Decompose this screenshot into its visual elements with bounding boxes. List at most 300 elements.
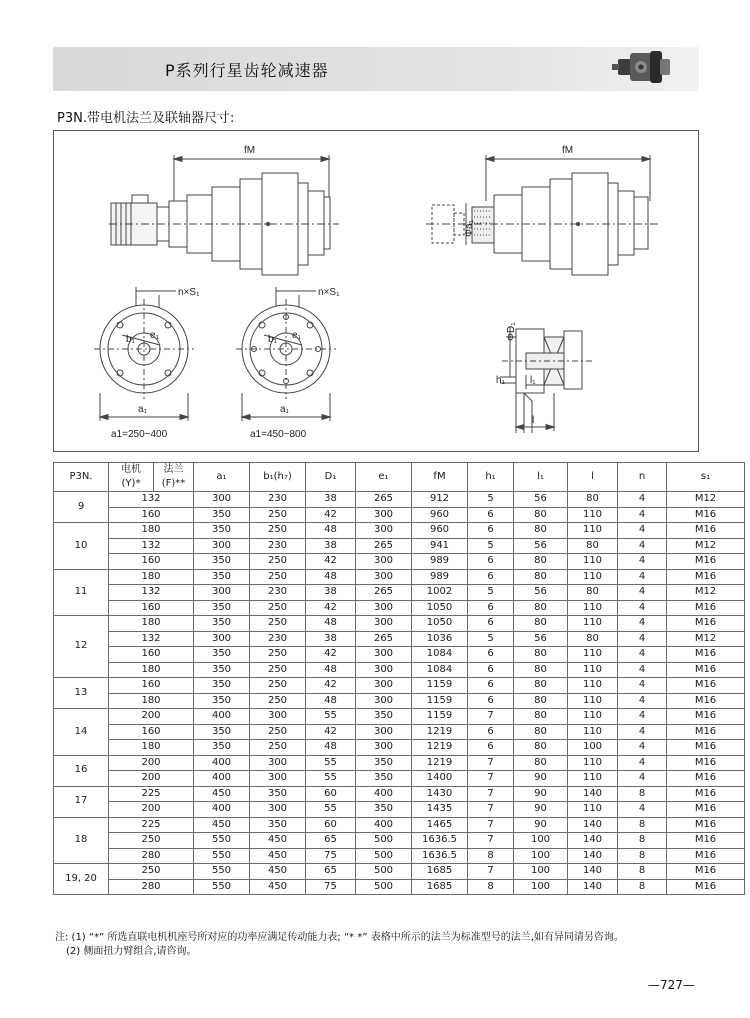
table-cell: 8 [468, 879, 514, 895]
table-cell: 400 [194, 771, 250, 787]
l-label: l [532, 415, 535, 426]
table-cell: 230 [250, 631, 306, 647]
table-cell: 350 [194, 647, 250, 663]
table-cell: 6 [468, 616, 514, 632]
table-cell: 8 [618, 848, 667, 864]
right-side-view [426, 155, 658, 275]
h1-label: h₁ [496, 375, 505, 386]
table-cell: 941 [412, 538, 468, 554]
table-row [54, 817, 745, 833]
b1-label-right: b₁ [268, 334, 277, 345]
table-cell: 1159 [412, 709, 468, 725]
table-cell: 960 [412, 523, 468, 539]
table-cell: 90 [514, 771, 568, 787]
nxs1-label-right: n×S₁ [318, 287, 340, 298]
table-cell: 100 [514, 833, 568, 849]
table-cell: 80 [514, 569, 568, 585]
table-cell: 300 [356, 678, 412, 694]
cell-motor: 280 [109, 879, 194, 895]
table-row [54, 864, 745, 880]
table-cell: 4 [618, 631, 667, 647]
table-cell: 350 [356, 755, 412, 771]
header-flange-sub: (F)** [161, 478, 186, 489]
table-cell: M16 [667, 771, 745, 787]
fm-label-right: fM [562, 145, 574, 156]
table-cell: 110 [568, 662, 618, 678]
table-cell: 110 [568, 647, 618, 663]
table-cell: 110 [568, 554, 618, 570]
table-cell: 350 [356, 802, 412, 818]
table-cell: 265 [356, 585, 412, 601]
table-cell: 300 [356, 507, 412, 523]
table-cell: 250 [250, 523, 306, 539]
table-cell: 8 [618, 833, 667, 849]
table-cell: 450 [194, 786, 250, 802]
table-cell: 80 [568, 538, 618, 554]
table-cell: 4 [618, 771, 667, 787]
header-s1: s₁ [667, 463, 745, 492]
table-cell: 7 [468, 817, 514, 833]
table-cell: 80 [568, 631, 618, 647]
table-cell: 1400 [412, 771, 468, 787]
table-cell: 300 [356, 600, 412, 616]
group-label: 19, 20 [54, 864, 109, 895]
table-cell: M16 [667, 833, 745, 849]
table-cell: 350 [194, 523, 250, 539]
table-cell: 1050 [412, 600, 468, 616]
table-cell: 110 [568, 771, 618, 787]
table-cell: M16 [667, 554, 745, 570]
header-b1: b₁(h₇) [250, 463, 306, 492]
table-cell: M16 [667, 507, 745, 523]
table-row [54, 523, 745, 539]
table-cell: M16 [667, 740, 745, 756]
table-cell: 7 [468, 709, 514, 725]
table-cell: 450 [250, 864, 306, 880]
table-cell: 42 [306, 507, 356, 523]
table-cell: 80 [514, 755, 568, 771]
range-label-left: a1=250~400 [111, 429, 168, 440]
table-cell: 350 [194, 616, 250, 632]
cell-motor: 250 [109, 864, 194, 880]
table-cell: 80 [514, 662, 568, 678]
table-cell: 7 [468, 771, 514, 787]
gear-reducer-product-icon [610, 45, 680, 89]
table-cell: 55 [306, 771, 356, 787]
table-row [54, 786, 745, 802]
table-cell: M12 [667, 538, 745, 554]
table-cell: 5 [468, 631, 514, 647]
table-cell: 300 [356, 523, 412, 539]
table-cell: 350 [194, 569, 250, 585]
header-d1: D₁ [306, 463, 356, 492]
table-cell: 350 [250, 817, 306, 833]
table-cell: 80 [514, 523, 568, 539]
table-cell: 350 [356, 709, 412, 725]
table-row [54, 740, 745, 756]
table-cell: 300 [194, 585, 250, 601]
table-cell: 300 [194, 538, 250, 554]
table-cell: 350 [194, 662, 250, 678]
table-cell: 230 [250, 492, 306, 508]
table-cell: 350 [356, 771, 412, 787]
table-cell: 300 [356, 662, 412, 678]
group-label: 9 [54, 492, 109, 523]
note-line-2: (2) 侧面扭力臂组合,请咨询。 [66, 946, 197, 957]
table-cell: 140 [568, 879, 618, 895]
table-cell: 4 [618, 724, 667, 740]
table-cell: 140 [568, 786, 618, 802]
table-cell: 350 [194, 600, 250, 616]
table-cell: 1685 [412, 879, 468, 895]
group-label: 16 [54, 755, 109, 786]
table-cell: M16 [667, 662, 745, 678]
table-cell: 550 [194, 848, 250, 864]
table-cell: 6 [468, 600, 514, 616]
table-cell: 400 [356, 817, 412, 833]
table-cell: 100 [568, 740, 618, 756]
header-flange-label: 法兰 [163, 464, 184, 475]
header-l1: l₁ [514, 463, 568, 492]
table-cell: 400 [194, 802, 250, 818]
table-cell: 5 [468, 585, 514, 601]
table-row [54, 616, 745, 632]
table-cell: 80 [514, 554, 568, 570]
table-cell: 300 [356, 740, 412, 756]
table-cell: 80 [514, 600, 568, 616]
table-cell: 8 [618, 786, 667, 802]
dimension-drawing [53, 130, 699, 452]
phi-a1-label: Φa₁ [464, 220, 475, 237]
table-cell: 48 [306, 616, 356, 632]
table-cell: 80 [514, 647, 568, 663]
table-cell: 1435 [412, 802, 468, 818]
header-motor-label: 电机 [121, 464, 141, 475]
table-cell: 250 [250, 616, 306, 632]
table-cell: 60 [306, 817, 356, 833]
table-cell: 350 [194, 678, 250, 694]
table-cell: 250 [250, 740, 306, 756]
table-row [54, 771, 745, 787]
table-cell: 500 [356, 864, 412, 880]
table-row [54, 802, 745, 818]
table-cell: 56 [514, 585, 568, 601]
table-cell: 90 [514, 802, 568, 818]
table-cell: 300 [250, 709, 306, 725]
table-row [54, 631, 745, 647]
table-row [54, 647, 745, 663]
table-cell: 1636.5 [412, 848, 468, 864]
table-cell: 42 [306, 647, 356, 663]
table-cell: M16 [667, 616, 745, 632]
table-row [54, 492, 745, 508]
table-cell: 1036 [412, 631, 468, 647]
table-cell: 1636.5 [412, 833, 468, 849]
table-cell: 1430 [412, 786, 468, 802]
table-cell: 350 [250, 786, 306, 802]
table-cell: 100 [514, 879, 568, 895]
table-cell: 4 [618, 693, 667, 709]
cell-motor: 132 [109, 538, 194, 554]
table-cell: 80 [514, 724, 568, 740]
header-n: n [618, 463, 667, 492]
table-cell: 1050 [412, 616, 468, 632]
range-label-right: a1=450~800 [250, 429, 307, 440]
coupling-section-view [500, 327, 594, 433]
table-cell: 140 [568, 833, 618, 849]
table-cell: 1084 [412, 647, 468, 663]
table-cell: 140 [568, 864, 618, 880]
table-cell: 550 [194, 833, 250, 849]
table-cell: 350 [194, 740, 250, 756]
table-cell: 300 [356, 724, 412, 740]
group-label: 14 [54, 709, 109, 756]
table-cell: 500 [356, 879, 412, 895]
header-flange [154, 463, 194, 492]
table-row [54, 569, 745, 585]
cell-motor: 160 [109, 647, 194, 663]
table-cell: M16 [667, 802, 745, 818]
table-cell: 300 [194, 492, 250, 508]
table-cell: 7 [468, 755, 514, 771]
table-cell: 6 [468, 740, 514, 756]
table-cell: 400 [194, 709, 250, 725]
table-cell: 1685 [412, 864, 468, 880]
table-cell: 65 [306, 833, 356, 849]
cell-motor: 225 [109, 817, 194, 833]
table-row [54, 600, 745, 616]
table-cell: 450 [250, 848, 306, 864]
table-cell: 350 [194, 507, 250, 523]
table-cell: M16 [667, 678, 745, 694]
header-fm: fM [412, 463, 468, 492]
flange-view-left [94, 287, 194, 421]
table-cell: 6 [468, 647, 514, 663]
page-number: —727— [648, 978, 695, 992]
table-cell: 300 [250, 802, 306, 818]
table-cell: 80 [568, 585, 618, 601]
table-row [54, 693, 745, 709]
table-cell: 300 [356, 693, 412, 709]
table-cell: 110 [568, 709, 618, 725]
table-cell: 6 [468, 554, 514, 570]
table-cell: 5 [468, 538, 514, 554]
table-cell: 42 [306, 724, 356, 740]
table-cell: 250 [250, 678, 306, 694]
table-cell: 350 [194, 554, 250, 570]
table-cell: M16 [667, 600, 745, 616]
cell-motor: 180 [109, 523, 194, 539]
table-cell: 960 [412, 507, 468, 523]
table-cell: 100 [514, 864, 568, 880]
table-cell: 42 [306, 600, 356, 616]
table-cell: 90 [514, 817, 568, 833]
e1-label-left: e₁ [150, 330, 159, 341]
table-cell: 6 [468, 507, 514, 523]
table-cell: 110 [568, 755, 618, 771]
table-cell: 90 [514, 786, 568, 802]
table-cell: 400 [356, 786, 412, 802]
table-row [54, 585, 745, 601]
table-cell: 450 [194, 817, 250, 833]
table-cell: 4 [618, 585, 667, 601]
table-cell: 4 [618, 740, 667, 756]
table-cell: 110 [568, 678, 618, 694]
table-cell: 8 [618, 879, 667, 895]
table-cell: 1465 [412, 817, 468, 833]
table-cell: 4 [618, 647, 667, 663]
table-cell: 8 [468, 848, 514, 864]
flange-view-right [236, 287, 336, 421]
table-cell: 1219 [412, 740, 468, 756]
cell-motor: 132 [109, 631, 194, 647]
table-cell: 48 [306, 523, 356, 539]
table-cell: 300 [250, 771, 306, 787]
table-cell: 1002 [412, 585, 468, 601]
table-cell: 230 [250, 538, 306, 554]
header-motor [109, 463, 154, 492]
table-cell: 265 [356, 492, 412, 508]
cell-motor: 160 [109, 554, 194, 570]
table-cell: 550 [194, 864, 250, 880]
table-cell: 110 [568, 600, 618, 616]
table-cell: 300 [194, 631, 250, 647]
phi-d1-label: ΦD₁ [506, 322, 517, 341]
table-cell: 48 [306, 693, 356, 709]
table-row [54, 554, 745, 570]
table-cell: 7 [468, 802, 514, 818]
table-cell: 140 [568, 817, 618, 833]
table-cell: 4 [618, 755, 667, 771]
group-label: 11 [54, 569, 109, 616]
table-cell: 550 [194, 879, 250, 895]
table-cell: 989 [412, 569, 468, 585]
cell-motor: 132 [109, 585, 194, 601]
header-l: l [568, 463, 618, 492]
table-cell: 6 [468, 693, 514, 709]
fm-label-left: fM [244, 145, 256, 156]
table-cell: 110 [568, 523, 618, 539]
table-cell: 110 [568, 802, 618, 818]
header-a1: a₁ [194, 463, 250, 492]
a1-label-right: a₁ [280, 404, 289, 415]
table-row [54, 848, 745, 864]
table-cell: 60 [306, 786, 356, 802]
group-label: 18 [54, 817, 109, 864]
table-cell: 80 [514, 616, 568, 632]
table-header-row [54, 463, 745, 492]
table-cell: 4 [618, 616, 667, 632]
table-cell: 42 [306, 678, 356, 694]
table-cell: 38 [306, 492, 356, 508]
table-cell: 250 [250, 647, 306, 663]
table-cell: M16 [667, 755, 745, 771]
table-cell: 55 [306, 802, 356, 818]
page-header [53, 47, 699, 91]
cell-motor: 200 [109, 802, 194, 818]
table-cell: 38 [306, 631, 356, 647]
cell-motor: 250 [109, 833, 194, 849]
table-cell: 75 [306, 879, 356, 895]
table-cell: 300 [250, 755, 306, 771]
header-p3n: P3N. [54, 463, 109, 492]
cell-motor: 180 [109, 693, 194, 709]
table-cell: 450 [250, 833, 306, 849]
table-cell: 6 [468, 569, 514, 585]
table-row [54, 507, 745, 523]
table-cell: 230 [250, 585, 306, 601]
table-cell: 7 [468, 833, 514, 849]
table-cell: M16 [667, 569, 745, 585]
table-row [54, 678, 745, 694]
table-row [54, 662, 745, 678]
table-cell: 6 [468, 662, 514, 678]
table-row [54, 833, 745, 849]
cell-motor: 200 [109, 771, 194, 787]
table-cell: 100 [514, 848, 568, 864]
group-label: 17 [54, 786, 109, 817]
table-cell: 250 [250, 600, 306, 616]
dimension-table [53, 462, 745, 895]
table-cell: 400 [194, 755, 250, 771]
table-cell: 56 [514, 631, 568, 647]
table-cell: 6 [468, 678, 514, 694]
table-cell: 7 [468, 786, 514, 802]
table-cell: 265 [356, 538, 412, 554]
table-cell: 38 [306, 538, 356, 554]
table-cell: 80 [514, 678, 568, 694]
header-h1: h₁ [468, 463, 514, 492]
table-cell: 250 [250, 507, 306, 523]
cell-motor: 200 [109, 709, 194, 725]
table-cell: 250 [250, 662, 306, 678]
table-cell: 4 [618, 678, 667, 694]
table-cell: 80 [514, 709, 568, 725]
header-motor-sub: (Y)* [121, 478, 141, 489]
table-cell: 80 [514, 740, 568, 756]
table-cell: 300 [356, 647, 412, 663]
table-cell: 110 [568, 724, 618, 740]
table-cell: 6 [468, 523, 514, 539]
table-cell: 4 [618, 662, 667, 678]
group-label: 13 [54, 678, 109, 709]
table-cell: 250 [250, 569, 306, 585]
table-cell: 300 [356, 569, 412, 585]
cell-motor: 180 [109, 662, 194, 678]
table-cell: M12 [667, 585, 745, 601]
table-cell: 1219 [412, 755, 468, 771]
table-cell: 4 [618, 569, 667, 585]
table-cell: 42 [306, 554, 356, 570]
cell-motor: 180 [109, 740, 194, 756]
table-cell: 4 [618, 802, 667, 818]
table-cell: 250 [250, 693, 306, 709]
table-cell: 1084 [412, 662, 468, 678]
table-cell: 450 [250, 879, 306, 895]
cell-motor: 180 [109, 569, 194, 585]
cell-motor: 160 [109, 724, 194, 740]
table-cell: 500 [356, 848, 412, 864]
table-row [54, 709, 745, 725]
header-e1: e₁ [356, 463, 412, 492]
table-cell: 80 [514, 693, 568, 709]
table-cell: 56 [514, 492, 568, 508]
table-cell: 56 [514, 538, 568, 554]
table-row [54, 724, 745, 740]
table-cell: 350 [194, 724, 250, 740]
table-cell: M16 [667, 709, 745, 725]
table-cell: 250 [250, 724, 306, 740]
